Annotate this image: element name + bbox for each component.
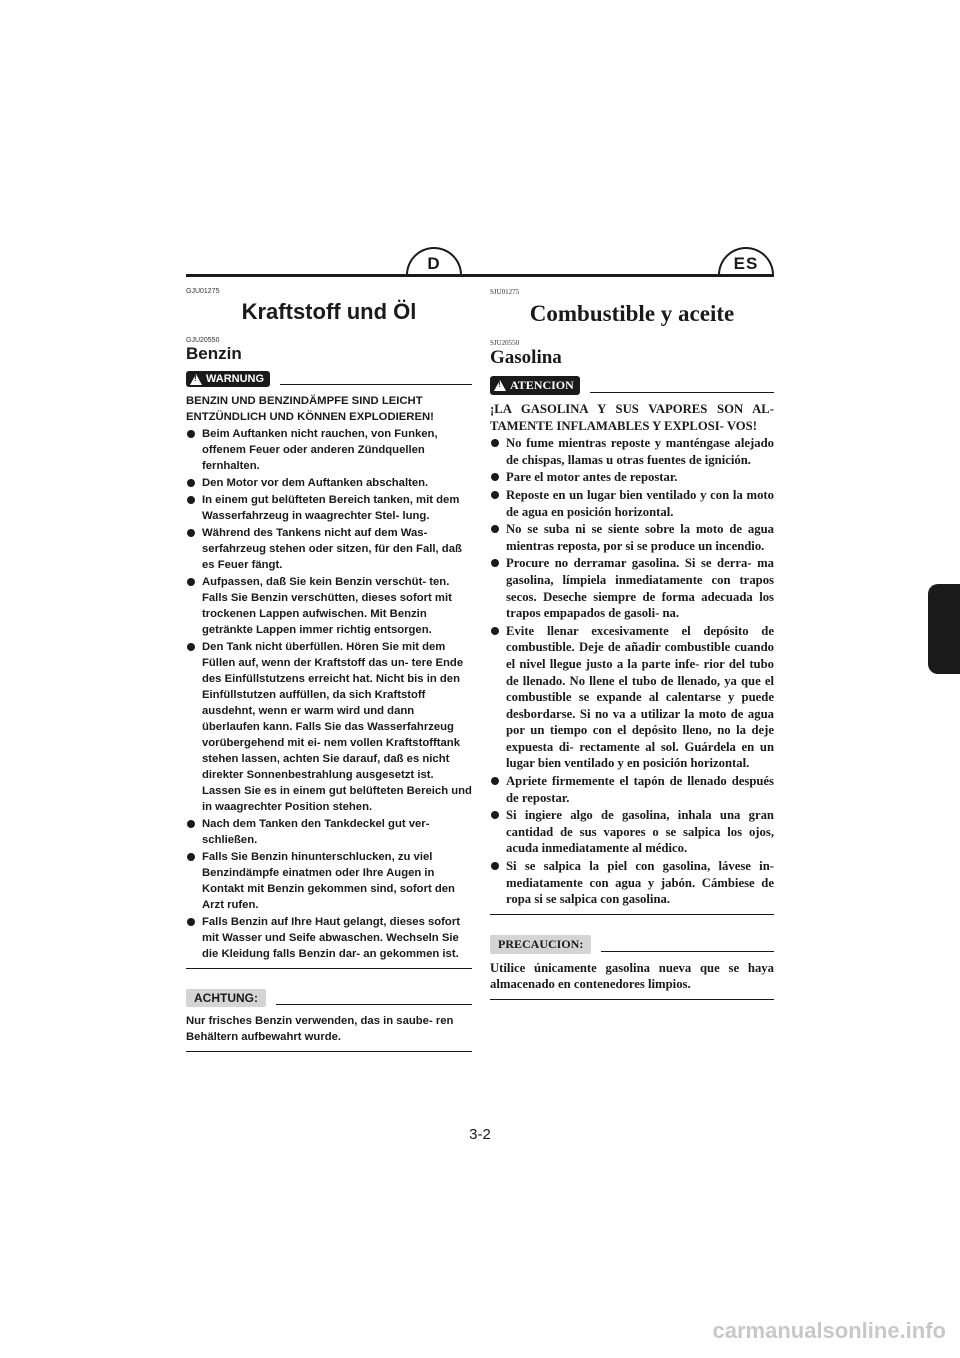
bullet-icon (491, 627, 499, 635)
caution-text: Utilice únicamente gasolina nueva que se haya almacenado en contenedores limpios. (490, 960, 774, 992)
subsection-code: SJU20550 (490, 339, 520, 347)
watermark: carmanualsonline.info (712, 1318, 946, 1343)
warning-intro: ¡LA GASOLINA Y SUS VAPORES SON AL- TAMENTE INFLAMABLES Y EXPLOSI- VOS! (490, 402, 774, 433)
bullet-icon (187, 918, 195, 926)
list-item: Falls Benzin auf Ihre Haut gelangt, dieses sofort mit Wasser und Seife abwaschen. Wechseln Sie die Kleidung falls Benzin dar- an gekommen ist. (186, 914, 472, 962)
list-item: Pare el motor antes de repostar. (490, 469, 774, 486)
warning-list (186, 426, 472, 962)
list-item: Si ingiere algo de gasolina, inhala una gran cantidad de sus vapores o se salpica los ojos, acuda inmediatamente al médico. (490, 807, 774, 857)
list-item: Den Motor vor dem Auftanken abschalten. (186, 475, 472, 491)
caution-label: PRECAUCION: (490, 935, 591, 954)
bullet-icon (187, 496, 195, 504)
language-tab-german: D (406, 247, 462, 275)
warning-body (186, 393, 472, 962)
bullet-icon (187, 529, 195, 537)
subsection-title: Gasolina (490, 347, 562, 368)
spanish-column (490, 288, 774, 1020)
list-item: Apriete firmemente el tapón de llenado después de repostar. (490, 773, 774, 806)
list-item: No fume mientras reposte y manténgase alejado de chispas, llamas u otras fuentes de ignición. (490, 435, 774, 468)
bullet-icon (187, 853, 195, 861)
bullet-icon (491, 525, 499, 533)
header-rule (186, 274, 774, 277)
caution-rule (276, 1004, 472, 1005)
german-column (186, 288, 472, 1072)
caution-text: Nur frisches Benzin verwenden, das in saube- ren Behältern aufbewahrt wurde. (186, 1015, 454, 1043)
warning-end-rule (490, 914, 774, 915)
list-item: Beim Auftanken nicht rauchen, von Funken, offenem Feuer oder anderen Zündquellen fernhalten. (186, 426, 472, 474)
chapter-thumb-tab (928, 584, 960, 674)
section-code: GJU01275 (186, 288, 220, 295)
bullet-icon (187, 479, 195, 487)
subsection-code: GJU20550 (186, 337, 220, 344)
bullet-icon (187, 643, 195, 651)
warning-triangle-icon (190, 374, 202, 385)
list-item: Aufpassen, daß Sie kein Benzin verschüt- ten. Falls Sie Benzin verschütten, dieses sofort mit trockenen Lappen aufwischen. Mit Benzin getränkte Lappen immer richtig entsorgen. (186, 574, 472, 638)
warning-intro: BENZIN UND BENZINDÄMPFE SIND LEICHT ENTZÜNDLICH UND KÖNNEN EXPLODIEREN! (186, 395, 434, 423)
subsection-title: Benzin (186, 344, 242, 363)
warning-label: WARNUNG (206, 373, 265, 385)
bullet-icon (187, 820, 195, 828)
list-item: Reposte en un lugar bien ventilado y con la moto de agua en posición horizontal. (490, 487, 774, 520)
list-item: Den Tank nicht überfüllen. Hören Sie mit dem Füllen auf, wenn der Kraftstoff das un- tere Ende des Einfüllstutzens erreicht hat. Nicht bis in den Einfüllstutzen auffüllen, da sich Kraftstoff ausdehnt, wenn er warm wird und dann überlaufen kann. Falls Sie das Wasserfahrzeug vorübergehend mit ei- nem vollen Kraftstofftank stehen lassen, achten Sie darauf, daß es nicht direkter Sonnenbestrahlung ausgesetzt ist. Lassen Sie es in einem gut belüfteten Bereich und in waagrechter Position stehen. (186, 639, 472, 815)
section-title: Combustible y aceite (529, 301, 735, 326)
warning-rule (280, 384, 472, 385)
section-title: Kraftstoff und Öl (241, 299, 417, 324)
page-number: 3-2 (469, 1126, 491, 1143)
list-item: Während des Tankens nicht auf dem Was- serfahrzeug stehen oder sitzen, für den Fall, daß es Feuer fängt. (186, 525, 472, 573)
caution-header (490, 935, 774, 954)
bullet-icon (491, 473, 499, 481)
caution-rule (601, 951, 774, 952)
warning-body (490, 401, 774, 908)
list-item: Evite llenar excesivamente el depósito de combustible. Deje de añadir combustible cuando el nivel llegue justo a la parte infe- rior del tubo de llenado. No llene el tubo de llenado, ya que el combustible se expande al calentarse y puede desbordarse. Si no va a utilizar la moto de agua por un tiempo con el depósito lleno, no la deje expuesta di- rectamente al sol. Guárdela en un lugar bien ventilado y en posición horizontal. (490, 623, 774, 772)
warning-end-rule (186, 968, 472, 969)
warning-header (490, 376, 774, 395)
list-item: Si se salpica la piel con gasolina, lávese in- mediatamente con agua y jabón. Cámbiese de ropa si se salpica con gasolina. (490, 858, 774, 908)
bullet-icon (491, 862, 499, 870)
warning-header (186, 371, 472, 387)
warning-rule (590, 392, 774, 393)
list-item: Procure no derramar gasolina. Si se derra- ma gasolina, límpiela inmediatamente con trapos secos. Deseche siempre de forma adecuada los trapos empapados de gasoli- na. (490, 555, 774, 621)
caution-header (186, 989, 472, 1007)
list-item: Nach dem Tanken den Tankdeckel gut ver- schließen. (186, 816, 472, 848)
warning-badge (490, 376, 580, 395)
list-item: In einem gut belüfteten Bereich tanken, mit dem Wasserfahrzeug in waagrechter Stel- lung. (186, 492, 472, 524)
bullet-icon (187, 578, 195, 586)
list-item: Falls Sie Benzin hinunterschlucken, zu viel Benzindämpfe einatmen oder Ihre Augen in Kontakt mit Benzin gekommen sind, sofort den Arzt rufen. (186, 849, 472, 913)
bullet-icon (491, 559, 499, 567)
bullet-icon (491, 811, 499, 819)
section-code: SJU01275 (490, 288, 520, 296)
bullet-icon (491, 777, 499, 785)
bullet-icon (187, 430, 195, 438)
language-tab-spanish: ES (718, 247, 774, 275)
warning-triangle-icon (494, 380, 506, 391)
caution-end-rule (186, 1051, 472, 1052)
caution-end-rule (490, 999, 774, 1000)
bullet-icon (491, 491, 499, 499)
warning-badge (186, 371, 270, 387)
warning-list (490, 435, 774, 908)
list-item: No se suba ni se siente sobre la moto de agua mientras reposta, por si se produce un incendio. (490, 521, 774, 554)
warning-label: ATENCION (510, 378, 574, 392)
bullet-icon (491, 439, 499, 447)
caution-label: ACHTUNG: (186, 989, 266, 1007)
